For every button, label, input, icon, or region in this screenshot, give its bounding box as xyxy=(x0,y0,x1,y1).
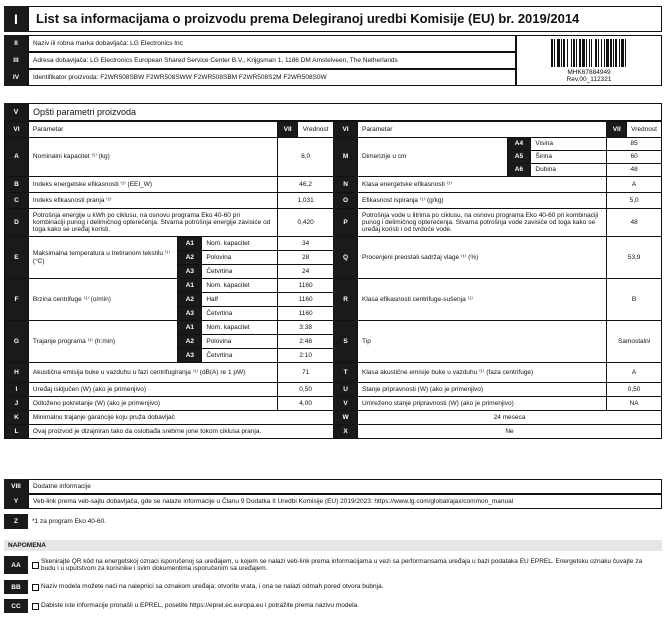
note-aa-label: Skenirajte QR kôd na energetskoj oznaci isporučenoj sa uređajem, u kojem se nalazi veb-link prema informacijama u vezi sa performansama uređaja u bazi podataka EU EPREL. Energetsku oznaku čuvajte za budu i u uputstvom za korisnike i svim dokumentima isporučenim sa uređajem. xyxy=(41,557,643,572)
parameters-table xyxy=(4,121,662,439)
section-v-code: V xyxy=(4,103,28,121)
row-m-sub-code: A4 xyxy=(507,138,531,151)
row-h-code: H xyxy=(5,363,29,383)
row-o-code: O xyxy=(334,193,358,209)
row-e-code: E xyxy=(5,237,29,279)
row-r-code: R xyxy=(334,279,358,321)
row-j-code: J xyxy=(5,397,29,411)
row-m-sub-value: 85 xyxy=(607,138,662,151)
row-z-code: Z xyxy=(4,514,28,529)
row-a-code: A xyxy=(5,138,29,177)
row-z-text: *1 za program Eko 40-60. xyxy=(32,517,107,525)
row-k-code: K xyxy=(5,411,29,425)
row-t-label: Klasa akustične emisije buke u vazduhu ⁽¹⁾ (faza centrifuge) xyxy=(358,363,607,383)
row-g-sub-label: Nom. kapacitet xyxy=(202,321,278,335)
row-n-code: N xyxy=(334,177,358,193)
row-m-sub-value: 48 xyxy=(607,164,662,177)
row-v-value: NA xyxy=(607,397,662,411)
row-f-sub-label: Half xyxy=(202,293,278,307)
supplier-address: Adresa dobavljača: LG Electronics European Shared Service Center B.V., Krijgsman 1, 1186 DM Amstelveen, The Netherlands xyxy=(28,52,516,69)
supplier-name-code: II xyxy=(4,35,28,52)
row-w-code: W xyxy=(334,411,358,425)
row-e-sub-code: A1 xyxy=(178,237,202,251)
row-r-value: B xyxy=(607,279,662,321)
row-c-code: C xyxy=(5,193,29,209)
row-x-value: Ne xyxy=(358,425,662,439)
row-e-sub-value: 28 xyxy=(278,251,334,265)
barcode-icon xyxy=(551,39,628,67)
row-m-label: Dimenzije u cm xyxy=(358,138,507,177)
notes-title: NAPOMENA xyxy=(4,540,662,551)
row-f-sub-code: A1 xyxy=(178,279,202,293)
row-g-sub-value: 3:38 xyxy=(278,321,334,335)
row-v-label: Umreženo stanje pripravnosti (W) (ako je primenjivo) xyxy=(358,397,607,411)
note-cc-text xyxy=(28,599,662,613)
row-m-sub-label: Širina xyxy=(531,151,607,164)
row-e-sub-value: 24 xyxy=(278,265,334,279)
row-f-sub-value: 1160 xyxy=(278,307,334,321)
col-vii-left: VII xyxy=(278,122,298,138)
row-b-code: B xyxy=(5,177,29,193)
row-f-sub-code: A3 xyxy=(178,307,202,321)
row-l-label: Ovaj proizvod je dizajniran tako da oslobađa srebrne jone tokom ciklusa pranja. xyxy=(28,425,333,439)
note-cc-code: CC xyxy=(4,599,28,613)
col-code-right: VI xyxy=(334,122,358,138)
supplier-address-code: III xyxy=(4,52,28,69)
row-e-sub-label: Nom. kapacitet xyxy=(202,237,278,251)
row-m-sub-code: A6 xyxy=(507,164,531,177)
row-f-sub-label: Nom. kapacitet xyxy=(202,279,278,293)
row-k-label: Minimalno trajanje garancije koju pruža dobavljač xyxy=(28,411,333,425)
note-cc-label: Dabiste iste informacije pronašli u EPREL, posetite https://eprel.ec.europa.eu i potražite prema nazivu modela. xyxy=(41,602,359,610)
row-g-sub-code: A3 xyxy=(178,349,202,363)
row-d-code: D xyxy=(5,209,29,237)
row-e-sub-code: A3 xyxy=(178,265,202,279)
qr-icon xyxy=(32,562,39,569)
row-g-code: G xyxy=(5,321,29,363)
row-i-value: 0,50 xyxy=(278,383,334,397)
row-i-label: Uređaj isključen (W) (ako je primenjivo) xyxy=(28,383,277,397)
note-aa-text xyxy=(28,556,662,574)
row-d-value: 0,420 xyxy=(278,209,334,237)
row-p-value: 48 xyxy=(607,209,662,237)
row-d-label: Potrošnja energije u kWh po ciklusu, na osnovu programa Eko 40-60 pri kombinaciji punog i delimičnog opterećenja. Stvarna potrošnja energije zavisiće od toga kako se uređaj koristi. xyxy=(28,209,277,237)
row-m-sub-label: Dubina xyxy=(531,164,607,177)
row-u-code: U xyxy=(334,383,358,397)
row-h-label: Akustična emisija buke u vazduhu u fazi centrifugiranja ⁽¹⁾ (dB(A) re 1 pW) xyxy=(28,363,277,383)
header-code: I xyxy=(4,6,28,32)
row-x-code: X xyxy=(334,425,358,439)
barcode-panel xyxy=(516,35,662,86)
barcode-number: MHK67884949 xyxy=(567,68,611,76)
row-b-label: Indeks energetske efikasnosti ⁽¹⁾ (EEI_W) xyxy=(28,177,277,193)
row-g-sub-label: Četvrtina xyxy=(202,349,278,363)
row-p-label: Potrošnja vode u litrima po ciklusu, na osnovu programa Eko 40-60 pri kombinaciji punog i delimičnog opterećenja. Stvarna potrošnja vode zavisiće od toga kako se uređaj koristi i od tvrdoće vode. xyxy=(358,209,607,237)
revision-number: Rev.00_112321 xyxy=(566,75,612,83)
note-aa-code: AA xyxy=(4,556,28,574)
row-f-sub-value: 1160 xyxy=(278,293,334,307)
row-e-sub-code: A2 xyxy=(178,251,202,265)
row-m-code: M xyxy=(334,138,358,177)
row-n-label: Klasa energetske efikasnosti ⁽¹⁾ xyxy=(358,177,607,193)
row-f-code: F xyxy=(5,279,29,321)
row-b-value: 46,2 xyxy=(278,177,334,193)
col-param-left: Parametar xyxy=(28,122,277,138)
row-m-sub-label: Visina xyxy=(531,138,607,151)
row-f-sub-code: A2 xyxy=(178,293,202,307)
row-t-value: A xyxy=(607,363,662,383)
row-f-sub-label: Četvrtina xyxy=(202,307,278,321)
row-g-label: Trajanje programa ⁽¹⁾ (h:min) xyxy=(28,321,178,363)
model-identifier: Identifikator proizvoda: F2WR508SBW F2WR508SWW F2WR508SBM F2WR508S2M F2WR508S0W xyxy=(28,69,516,86)
row-m-sub-value: 60 xyxy=(607,151,662,164)
row-o-label: Efikasnost ispiranja ⁽¹⁾ (g/kg) xyxy=(358,193,607,209)
row-g-sub-value: 2:10 xyxy=(278,349,334,363)
col-code-left: VI xyxy=(5,122,29,138)
model-identifier-code: IV xyxy=(4,69,28,86)
row-c-value: 1,031 xyxy=(278,193,334,209)
col-value-left: Vrednost xyxy=(298,122,334,138)
row-r-label: Klasa efikasnosti centrifuge-sušenja ⁽¹⁾ xyxy=(358,279,607,321)
row-s-value: Samostalni xyxy=(607,321,662,363)
row-f-sub-value: 1160 xyxy=(278,279,334,293)
row-y-text: Veb-link prema veb-sajtu dobavljača, gde se nalaze informacije u Članu 9 Dodatka II Uredbi Komisije (EU) 2019/2023: https://www.lg.com/global/ajax/common_manual xyxy=(28,494,662,509)
row-e-sub-value: 34 xyxy=(278,237,334,251)
section-v-title: Opšti parametri proizvoda xyxy=(28,103,662,121)
row-v-code: V xyxy=(334,397,358,411)
page-title: List sa informacijama o proizvodu prema Delegiranoj uredbi Komisije (EU) br. 2019/2014 xyxy=(28,6,662,32)
section-viii-code: VIII xyxy=(4,479,28,494)
section-viii-title: Dodatne informacije xyxy=(28,479,662,494)
row-e-sub-label: Polovina xyxy=(202,251,278,265)
row-t-code: T xyxy=(334,363,358,383)
row-p-code: P xyxy=(334,209,358,237)
row-m-sub-code: A5 xyxy=(507,151,531,164)
row-e-label: Maksimalna temperatura u tretiranom tekstilu ⁽¹⁾ (°C) xyxy=(28,237,178,279)
supplier-name: Naziv ili robna marka dobavljača: LG Electronics Inc xyxy=(28,35,516,52)
row-i-code: I xyxy=(5,383,29,397)
row-e-sub-label: Četvrtina xyxy=(202,265,278,279)
row-o-value: 5,0 xyxy=(607,193,662,209)
row-u-value: 0,50 xyxy=(607,383,662,397)
row-a-label: Nominalni kapacitet ⁽¹⁾ (kg) xyxy=(28,138,277,177)
row-s-label: Tip xyxy=(358,321,607,363)
row-c-label: Indeks efikasnosti pranja ⁽¹⁾ xyxy=(28,193,277,209)
row-q-label: Procenjeni preostali sadržaj vlage ⁽¹⁾ (%) xyxy=(358,237,607,279)
model-label-icon xyxy=(32,584,39,591)
row-g-sub-code: A1 xyxy=(178,321,202,335)
note-bb-text xyxy=(28,580,662,594)
row-f-label: Brzina centrifuge ⁽¹⁾ (o/min) xyxy=(28,279,178,321)
row-s-code: S xyxy=(334,321,358,363)
eprel-icon xyxy=(32,603,39,610)
col-value-right: Vrednost xyxy=(627,122,662,138)
row-n-value: A xyxy=(607,177,662,193)
row-q-value: 53,9 xyxy=(607,237,662,279)
row-h-value: 71 xyxy=(278,363,334,383)
row-u-label: Stanje pripravnosti (W) (ako je primenjivo) xyxy=(358,383,607,397)
col-param-right: Parametar xyxy=(358,122,607,138)
note-bb-code: BB xyxy=(4,580,28,594)
row-g-sub-code: A2 xyxy=(178,335,202,349)
row-w-value: 24 meseca xyxy=(358,411,662,425)
row-j-value: 4,00 xyxy=(278,397,334,411)
row-a-value: 8,0 xyxy=(278,138,334,177)
note-bb-label: Naziv modela možete naći na nalepnici sa oznakom uređaja; otvorite vrata, i ona se nalazi odmah pored otvora bubnja. xyxy=(41,583,384,591)
col-vii-right: VII xyxy=(607,122,627,138)
table-header-row xyxy=(5,122,662,138)
row-g-sub-value: 2:48 xyxy=(278,335,334,349)
row-j-label: Odloženo pokretanje (W) (ako je primenjivo) xyxy=(28,397,277,411)
row-g-sub-label: Polovina xyxy=(202,335,278,349)
row-l-code: L xyxy=(5,425,29,439)
row-y-code: Y xyxy=(4,494,28,509)
row-q-code: Q xyxy=(334,237,358,279)
